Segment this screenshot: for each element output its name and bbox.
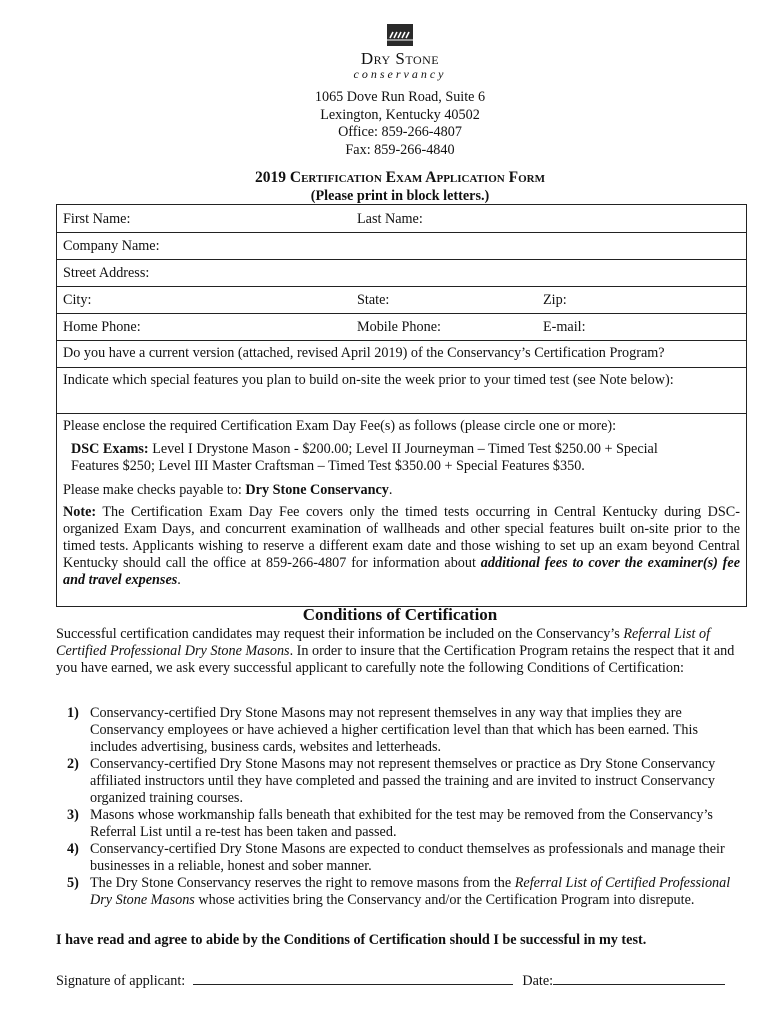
- checks-payee: Dry Stone Conservancy: [245, 482, 389, 498]
- address-line-fax: Fax: 859-266-4840: [345, 141, 455, 158]
- phone-row: [57, 313, 746, 341]
- dsc-exams-label: DSC Exams:: [71, 441, 149, 457]
- note-label: Note:: [63, 504, 97, 520]
- email-field[interactable]: E-mail:: [543, 319, 586, 335]
- form-title: 2019 Certification Exam Application Form: [255, 169, 545, 186]
- checks-text: Please make checks payable to:: [63, 482, 246, 498]
- logo-name: Dry Stone: [360, 49, 440, 68]
- note-end: .: [177, 572, 181, 588]
- street-address-field[interactable]: Street Address:: [63, 265, 150, 281]
- condition-text: Masons whose workmanship falls beneath that exhibited for the test may be removed from the Conservancy’s Referral List until a re-test has been taken and passed.: [90, 807, 713, 840]
- conditions-list: [56, 705, 746, 909]
- checks-end: .: [388, 482, 393, 498]
- signature-label: Signature of applicant:: [56, 973, 186, 989]
- conditions-intro-text-1: Successful certification candidates may request their information be included on the Conservancy’s: [56, 626, 624, 642]
- date-line[interactable]: [553, 971, 725, 985]
- application-form-table: [56, 204, 747, 607]
- form-subtitle: (Please print in block letters.): [310, 188, 490, 204]
- condition-text: Conservancy-certified Dry Stone Masons may not represent themselves or practice as Dry Stone Conservancy affiliated instructors until they have completed and passed the training and are invited to instruct Conservancy organized training courses.: [90, 756, 716, 806]
- company-name-field[interactable]: Company Name:: [63, 238, 160, 254]
- condition-item: [56, 756, 746, 807]
- note-paragraph: [63, 504, 740, 589]
- street-row: [57, 259, 746, 287]
- dsc-exams-text-1: Level I Drystone Mason - $200.00; Level II Journeyman – Timed Test $250.00 + Special: [148, 441, 658, 457]
- home-phone-field[interactable]: Home Phone:: [63, 319, 141, 335]
- conditions-title: Conditions of Certification: [302, 605, 498, 624]
- date-label: Date:: [522, 973, 554, 989]
- first-name-field[interactable]: First Name:: [63, 211, 131, 227]
- condition-text: Conservancy-certified Dry Stone Masons may not represent themselves in any way that implies they are Conservancy employees or have achieved a higher certification level than that which has been earned. This includes advertising, business cards, websites and letterheads.: [90, 705, 698, 755]
- version-question[interactable]: Do you have a current version (attached, revised April 2019) of the Conservancy’s Certification Program?: [63, 345, 665, 361]
- dsc-exams-fees: [71, 441, 740, 475]
- condition-number: 3): [67, 807, 79, 823]
- condition-number: 4): [67, 841, 79, 857]
- version-question-row: [57, 340, 746, 368]
- note-emphasis: additional fees to cover the examiner(s) fee and travel expenses: [63, 555, 740, 588]
- stone-wall-logo-icon: [384, 22, 416, 48]
- condition-item: [56, 807, 746, 841]
- state-field[interactable]: State:: [357, 292, 390, 308]
- special-features-question[interactable]: Indicate which special features you plan to build on-site the week prior to your timed test (see Note below):: [63, 372, 674, 388]
- address-line-city: Lexington, Kentucky 40502: [320, 106, 480, 123]
- condition-number: 5): [67, 875, 79, 891]
- dry-stone-conservancy-logo: [345, 22, 455, 82]
- condition-text-a: The Dry Stone Conservancy reserves the right to remove masons from the: [90, 875, 515, 891]
- city-row: [57, 286, 746, 314]
- referral-list-italic: Referral List of Certified Professional Dry Stone Masons: [90, 875, 731, 908]
- logo-subtitle: conservancy: [353, 67, 447, 81]
- agreement-statement: I have read and agree to abide by the Conditions of Certification should I be successful in my test.: [56, 932, 647, 948]
- company-row: [57, 232, 746, 260]
- signature-row: [56, 971, 746, 990]
- condition-number: 2): [67, 756, 79, 772]
- signature-line[interactable]: [193, 971, 513, 985]
- fees-intro: Please enclose the required Certification Exam Day Fee(s) as follows (please circle one or more):: [63, 418, 617, 434]
- checks-payable: [63, 482, 740, 499]
- features-question-row: [57, 367, 746, 414]
- dsc-exams-text-2: Features $250; Level III Master Craftsman – Timed Test $350.00 + Special Features $350.: [71, 458, 585, 474]
- address-line-street: 1065 Dove Run Road, Suite 6: [314, 89, 486, 105]
- office-address: [200, 89, 600, 159]
- conditions-intro-text-2: . In order to insure that the Certification Program retains the respect that it and you have earned, we ask every successful applicant to carefully note the following Conditions of Certification:: [56, 643, 735, 676]
- condition-item: [56, 875, 746, 909]
- address-line-office: Office: 859-266-4807: [338, 124, 462, 140]
- conditions-intro: [56, 626, 746, 677]
- zip-field[interactable]: Zip:: [543, 292, 567, 308]
- city-field[interactable]: City:: [63, 292, 92, 308]
- condition-text: Conservancy-certified Dry Stone Masons are expected to conduct themselves as professionals and manage their businesses in a reliable, honest and sober manner.: [90, 841, 725, 874]
- condition-item: [56, 841, 746, 875]
- note-text: The Certification Exam Day Fee covers only the timed tests occurring in Central Kentucky during DSC-organized Exam Days, and concurrent examination of wallheads and other special features built on-site prior to the timed tests. Applicants wishing to reserve a different exam date and those wishing to set up an exam beyond Central Kentucky should call the office at 859-266-4807 for information about: [63, 504, 740, 571]
- last-name-field[interactable]: Last Name:: [357, 211, 423, 227]
- condition-text-b: whose activities bring the Conservancy and/or the Certification Program into disrepute.: [194, 892, 695, 908]
- condition-number: 1): [67, 705, 79, 721]
- mobile-phone-field[interactable]: Mobile Phone:: [357, 319, 441, 335]
- referral-list-italic: Referral List of Certified Professional Dry Stone Masons: [56, 626, 711, 659]
- name-row: [57, 205, 746, 233]
- condition-item: [56, 705, 746, 756]
